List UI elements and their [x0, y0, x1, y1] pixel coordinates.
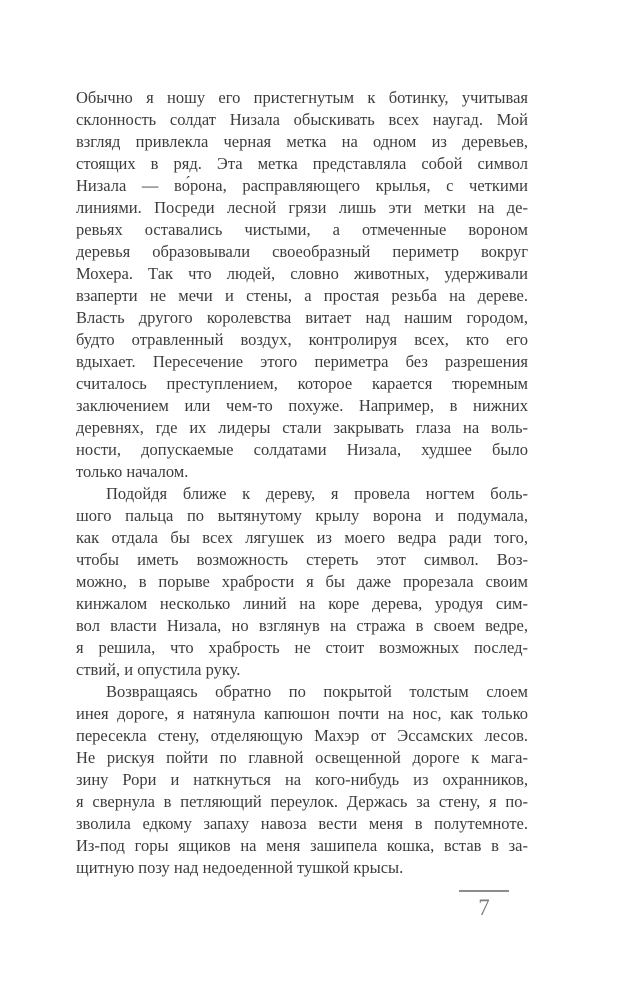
text-line: пересекла стену, отделяющую Махэр от Эссамских лесов. — [76, 726, 528, 745]
text-line: Низала — во́рона, расправляющего крылья, с четкими — [76, 176, 528, 195]
text-line: ревьях оставались чистыми, а отмеченные вороном — [76, 220, 528, 239]
footer-rule — [459, 890, 509, 892]
text-line: Мохера. Так что людей, словно животных, удерживали — [76, 264, 528, 283]
text-line: Обычно я ношу его пристегнутым к ботинку, учитывая — [76, 88, 528, 107]
text-line: склонность солдат Низала обыскивать всех наугад. Мой — [76, 110, 528, 129]
text-line: только началом. — [76, 462, 189, 481]
text-line: считалось преступлением, которое карается тюремным — [76, 374, 528, 393]
paragraph — [76, 483, 528, 681]
text-line: стоящих в ряд. Эта метка представляла собой символ — [76, 154, 528, 173]
text-line: зину Рори и наткнуться на кого-нибудь из охранников, — [76, 770, 528, 789]
text-line: можно, в порыве храбрости я бы даже прорезала своим — [76, 572, 528, 591]
text-line: деревнях, где их лидеры стали закрывать глаза на воль- — [76, 418, 528, 437]
text-line: щитную позу над недоеденной тушкой крысы. — [76, 858, 404, 877]
text-line: зволила едкому запаху навоза вести меня в полутемноте. — [76, 814, 528, 833]
page-number: 7 — [478, 895, 490, 920]
text-line: линиями. Посреди лесной грязи лишь эти метки на де- — [76, 198, 528, 217]
text-line: будто отравленный воздух, контролируя всех, кто его — [76, 330, 528, 349]
text-line: чтобы иметь возможность стереть этот символ. Воз- — [76, 550, 528, 569]
text-line: я решила, что храбрость не стоит возможных послед- — [76, 638, 528, 657]
text-line: вдыхает. Пересечение этого периметра без разрешения — [76, 352, 528, 371]
text-line: я свернула в петляющий переулок. Держась за стену, я по- — [76, 792, 528, 811]
text-line: Подойдя ближе к дереву, я провела ногтем боль- — [106, 484, 528, 503]
text-line: как отдала бы всех лягушек из моего ведра ради того, — [76, 528, 528, 547]
text-line: ствий, и опустила руку. — [76, 660, 241, 679]
text-line: ности, допускаемые солдатами Низала, худшее было — [76, 440, 528, 459]
text-line: Власть другого королевства витает над нашим городом, — [76, 308, 528, 327]
text-line: заключением или чем-то похуже. Например, в нижних — [76, 396, 528, 415]
page-footer — [451, 890, 517, 921]
paragraph — [76, 87, 528, 483]
text-line: взаперти не мечи и стены, а простая резьба на дереве. — [76, 286, 528, 305]
body-text — [76, 87, 528, 879]
text-line: взгляд привлекла черная метка на одном из деревьев, — [76, 132, 528, 151]
text-line: кинжалом несколько линий на коре дерева, уродуя сим- — [76, 594, 528, 613]
text-line: Из-под горы ящиков на меня зашипела кошка, встав в за- — [76, 836, 528, 855]
text-line: шого пальца по вытянутому крылу ворона и подумала, — [76, 506, 528, 525]
text-line: вол власти Низала, но взглянув на стража в своем ведре, — [76, 616, 528, 635]
text-line: Возвращаясь обратно по покрытой толстым слоем — [106, 682, 528, 701]
paragraph — [76, 681, 528, 879]
text-line: Не рискуя пойти по главной освещенной дороге к мага- — [76, 748, 528, 767]
text-line: деревья образовывали своеобразный периметр вокруг — [76, 242, 528, 261]
text-line: инея дороге, я натянула капюшон почти на нос, как только — [76, 704, 528, 723]
